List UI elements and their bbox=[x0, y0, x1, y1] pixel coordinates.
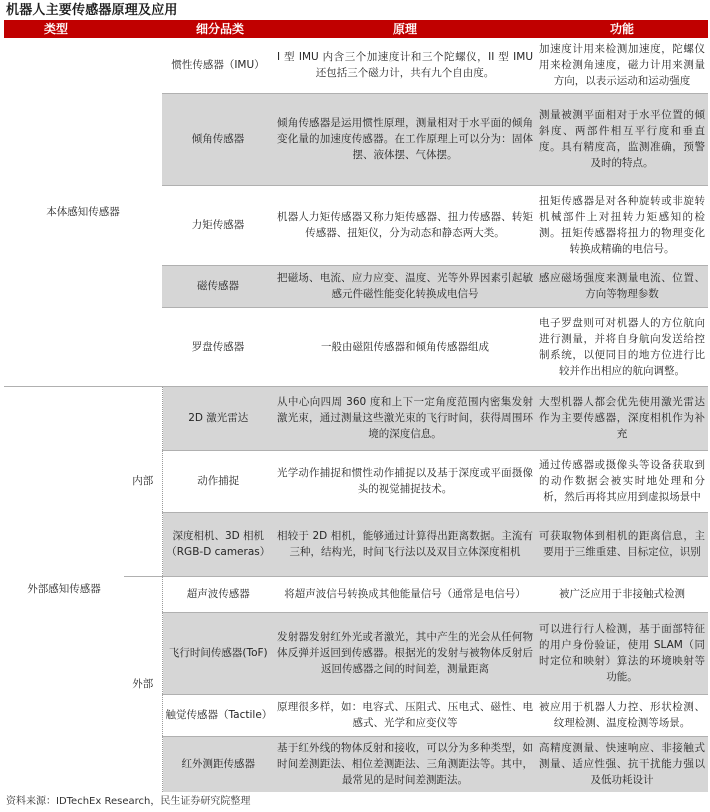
sensor-name: 动作捕捉 bbox=[162, 450, 274, 512]
sensor-name: 倾角传感器 bbox=[162, 93, 274, 185]
sensor-name: 超声波传感器 bbox=[162, 576, 274, 612]
header-type: 类型 bbox=[4, 20, 124, 38]
header-function: 功能 bbox=[536, 20, 708, 38]
sensor-function: 被广泛应用于非接触式检测 bbox=[536, 576, 708, 612]
sensor-name: 红外测距传感器 bbox=[162, 736, 274, 792]
group-label-exteroceptive: 外部感知传感器 bbox=[27, 583, 101, 596]
sensor-principle: 倾角传感器是运用惯性原理，测量相对于水平面的倾角变化量的加速度传感器。在工作原理上可以分为：固体摆、液体摆、气体摆。 bbox=[274, 93, 536, 185]
sensor-principle: 机器人力矩传感器又称力矩传感器、扭力传感器、转矩传感器、扭矩仪，分为动态和静态两大类。 bbox=[274, 185, 536, 265]
sensor-principle: 将超声波信号转换成其他能量信号（通常是电信号） bbox=[274, 576, 536, 612]
group-label-proprioceptive: 本体感知传感器 bbox=[4, 38, 162, 386]
sensor-name: 触觉传感器（Tactile） bbox=[162, 694, 274, 736]
group-label-internal: 内部 bbox=[124, 386, 162, 576]
sensor-function: 可以进行行人检测，基于面部特征的用户身份验证，使用 SLAM（同时定位和映射）算法的环境映射等功能。 bbox=[536, 612, 708, 694]
sensor-function: 感应磁场强度来测量电流、位置、方向等物理参数 bbox=[536, 265, 708, 307]
header-subcategory: 细分品类 bbox=[124, 20, 274, 38]
sensor-function: 被应用于机器人力控、形状检测、纹理检测、温度检测等场景。 bbox=[536, 694, 708, 736]
sensor-name: 深度相机、3D 相机（RGB-D cameras） bbox=[162, 512, 274, 576]
sensor-function: 电子罗盘则可对机器人的方位航向进行测量，并将自身航向发送给控制系统，以便同目的地方位进行比较并作出相应的航向调整。 bbox=[536, 307, 708, 386]
sensor-name: 2D 激光雷达 bbox=[162, 386, 274, 450]
sensor-name: 飞行时间传感器(ToF) bbox=[162, 612, 274, 694]
sensor-function: 可获取物体到相机的距离信息，主要用于三维重建、目标定位，识别 bbox=[536, 512, 708, 576]
group-label-external: 外部 bbox=[124, 576, 162, 792]
sensor-principle: 把磁场、电流、应力应变、温度、光等外界因素引起敏感元件磁性能变化转换成电信号 bbox=[274, 265, 536, 307]
sensor-principle: 基于红外线的物体反射和接收，可以分为多种类型，如时间差测距法、相位差测距法、三角测距法等。其中，最常见的是时间差测距法。 bbox=[274, 736, 536, 792]
sensor-table bbox=[4, 20, 708, 792]
sensor-function: 测量被测平面相对于水平位置的倾斜度、两部件相互平行度和垂直度。具有精度高，监测准确，预警及时的特点。 bbox=[536, 93, 708, 185]
sensor-function: 高精度测量、快速响应、非接触式测量、适应性强、抗干扰能力强以及低功耗设计 bbox=[536, 736, 708, 792]
sensor-function: 扭矩传感器是对各种旋转或非旋转机械部件上对扭转力矩感知的检测。扭矩传感器将扭力的物理变化转换成精确的电信号。 bbox=[536, 185, 708, 265]
table-title: 机器人主要传感器原理及应用 bbox=[6, 3, 178, 18]
sensor-name: 惯性传感器（IMU） bbox=[162, 38, 274, 93]
sensor-principle: 原理很多样，如：电容式、压阻式、压电式、磁性、电感式、光学和应变仪等 bbox=[274, 694, 536, 736]
sensor-principle: I 型 IMU 内含三个加速度计和三个陀螺仪，II 型 IMU 还包括三个磁力计，共有九个自由度。 bbox=[274, 38, 536, 93]
sensor-function: 加速度计用来检测加速度，陀螺仪用来检测角速度，磁力计用来测量方向，以表示运动和运动强度 bbox=[536, 38, 708, 93]
header-principle: 原理 bbox=[274, 20, 536, 38]
sensor-principle: 一般由磁阻传感器和倾角传感器组成 bbox=[274, 307, 536, 386]
source-note: 资料来源：IDTechEx Research，民生证券研究院整理 bbox=[6, 796, 251, 807]
sensor-name: 力矩传感器 bbox=[162, 185, 274, 265]
header-row bbox=[4, 20, 708, 38]
sensor-principle: 发射器发射红外光或者激光，其中产生的光会从任何物体反弹并返回到传感器。根据光的发射与被物体反射后返回传感器之间的时间差，测量距离 bbox=[274, 612, 536, 694]
table-row bbox=[4, 386, 708, 450]
sensor-principle: 光学动作捕捉和惯性动作捕捉以及基于深度或平面摄像头的视觉捕捉技术。 bbox=[274, 450, 536, 512]
table-row bbox=[4, 38, 708, 93]
sensor-principle: 从中心向四周 360 度和上下一定角度范围内密集发射激光束，通过测量这些激光束的飞行时间，获得周围环境的深度信息。 bbox=[274, 386, 536, 450]
sensor-name: 磁传感器 bbox=[162, 265, 274, 307]
sensor-principle: 相较于 2D 相机，能够通过计算得出距离数据。主流有三种，结构光，时间飞行法以及双目立体深度相机 bbox=[274, 512, 536, 576]
sensor-function: 通过传感器或摄像头等设备获取到的动作数据会被实时地处理和分析，然后再将其应用到虚拟场景中 bbox=[536, 450, 708, 512]
sensor-name: 罗盘传感器 bbox=[162, 307, 274, 386]
sensor-function: 大型机器人都会优先使用激光雷达作为主要传感器，深度相机作为补充 bbox=[536, 386, 708, 450]
